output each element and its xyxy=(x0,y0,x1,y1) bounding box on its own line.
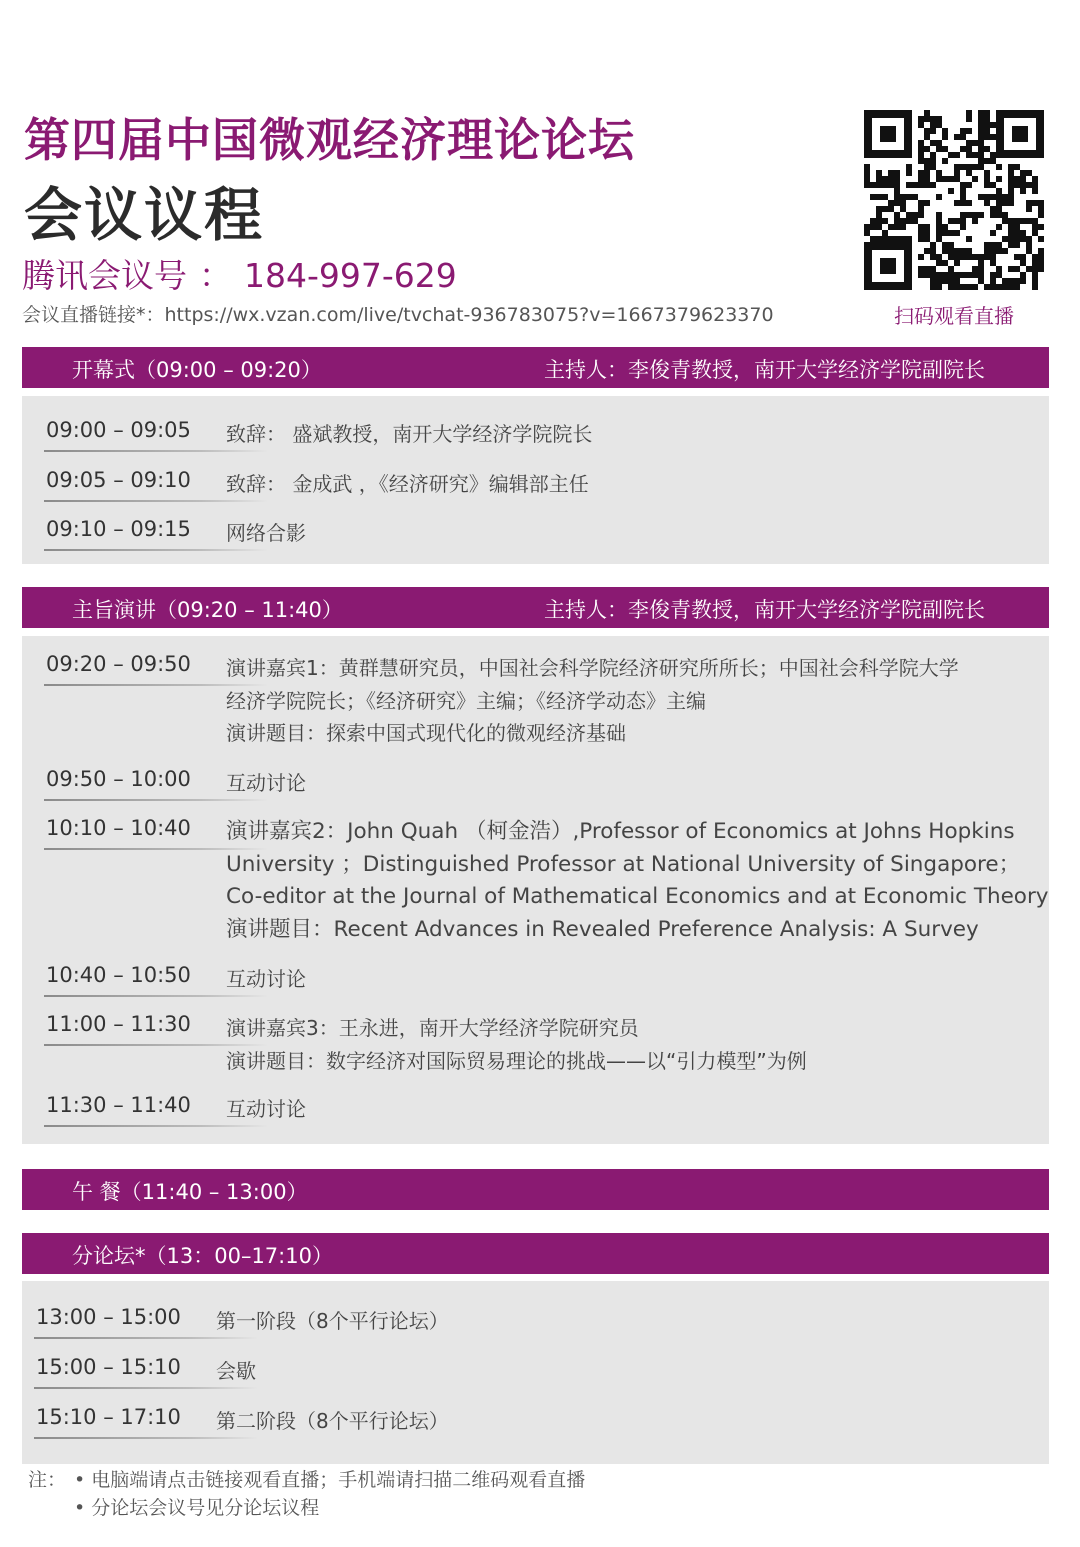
agenda-line: 会歇 xyxy=(216,1359,256,1383)
meeting-label: 腾讯会议号 xyxy=(22,256,187,295)
agenda-line: 第二阶段（8个平行论坛） xyxy=(216,1409,449,1433)
page-title: 第四届中国微观经济理论论坛 xyxy=(24,113,635,167)
agenda-time: 09:10 – 09:15 xyxy=(46,517,191,541)
agenda-line: 经济学院院长；《经济研究》主编；《经济学动态》主编 xyxy=(226,688,706,713)
agenda-line: 致辞： 金成武 ，《经济研究》编辑部主任 xyxy=(226,472,589,496)
agenda-line: 致辞： 盛斌教授，南开大学经济学院院长 xyxy=(226,422,593,446)
agenda-line: 演讲嘉宾2：John Quah （柯金浩）,Professor of Economics at Johns Hopkins xyxy=(226,819,1015,844)
agenda-time: 11:00 – 11:30 xyxy=(46,1012,191,1036)
agenda-time: 09:05 – 09:10 xyxy=(46,468,191,492)
agenda-description xyxy=(226,767,1036,800)
agenda-description xyxy=(216,1405,1026,1438)
agenda-description xyxy=(226,652,1036,750)
qr-code-icon[interactable] xyxy=(864,110,1044,290)
agenda-line: 演讲题目：数字经济对国际贸易理论的挑战——以“引力模型”为例 xyxy=(226,1048,807,1073)
agenda-description xyxy=(226,517,1036,550)
agenda-description xyxy=(226,468,1036,501)
agenda-description xyxy=(216,1355,1026,1388)
section-host: 主持人：李俊青教授，南开大学经济学院副院长 xyxy=(544,598,985,622)
agenda-time: 15:10 – 17:10 xyxy=(36,1405,181,1429)
agenda-description xyxy=(226,816,1049,946)
note-item: • 分论坛会议号见分论坛议程 xyxy=(74,1497,320,1519)
agenda-time: 09:00 – 09:05 xyxy=(46,418,191,442)
section-panel-parallel xyxy=(22,1281,1049,1464)
agenda-line: 网络合影 xyxy=(226,521,306,545)
agenda-line: 互动讨论 xyxy=(226,967,306,991)
section-panel-keynote xyxy=(22,636,1049,1144)
section-bar-lunch xyxy=(22,1169,1049,1210)
page-subtitle: 会议议程 xyxy=(24,181,265,249)
agenda-line: 演讲嘉宾3：王永进，南开大学经济学院研究员 xyxy=(226,1016,639,1040)
meeting-info xyxy=(22,250,457,297)
qr-caption: 扫码观看直播 xyxy=(894,304,1014,328)
section-title: 主旨演讲（09:20 – 11:40） xyxy=(72,598,343,622)
agenda-time: 09:50 – 10:00 xyxy=(46,767,191,791)
notes-label: 注： xyxy=(28,1469,67,1491)
agenda-line: 演讲题目：探索中国式现代化的微观经济基础 xyxy=(226,721,626,745)
meeting-separator: ： xyxy=(199,256,232,295)
agenda-line: 演讲题目：Recent Advances in Revealed Preference Analysis: A Survey xyxy=(226,916,979,942)
agenda-time: 13:00 – 15:00 xyxy=(36,1305,181,1329)
section-title: 分论坛*（13：00–17:10） xyxy=(72,1244,333,1268)
section-title: 开幕式（09:00 – 09:20） xyxy=(72,358,322,382)
agenda-line: 互动讨论 xyxy=(226,1097,306,1121)
meeting-id: 184-997-629 xyxy=(244,256,457,295)
agenda-description xyxy=(216,1305,1026,1338)
agenda-line: Co-editor at the Journal of Mathematical Economics and at Economic Theory xyxy=(226,884,1049,909)
agenda-line: 演讲嘉宾1：黄群慧研究员，中国社会科学院经济研究所所长；中国社会科学院大学 xyxy=(226,656,959,680)
section-host: 主持人：李俊青教授，南开大学经济学院副院长 xyxy=(544,358,985,382)
agenda-line: University ；Distinguished Professor at National University of Singapore； xyxy=(226,851,1021,877)
agenda-line: 互动讨论 xyxy=(226,771,306,795)
agenda-description xyxy=(226,1012,1036,1077)
agenda-description xyxy=(226,418,1036,451)
agenda-time: 09:20 – 09:50 xyxy=(46,652,191,676)
agenda-description xyxy=(226,963,1036,996)
section-bar-keynote xyxy=(22,587,1049,628)
live-link[interactable]: 会议直播链接*：https://wx.vzan.com/live/tvchat-936783075?v=1667379623370 xyxy=(22,304,774,326)
section-bar-opening xyxy=(22,347,1049,388)
agenda-description xyxy=(226,1093,1036,1126)
section-panel-opening xyxy=(22,396,1049,564)
agenda-time: 11:30 – 11:40 xyxy=(46,1093,191,1117)
agenda-time: 10:40 – 10:50 xyxy=(46,963,191,987)
agenda-time: 10:10 – 10:40 xyxy=(46,816,191,840)
notes-list xyxy=(74,1466,585,1522)
agenda-line: 第一阶段（8个平行论坛） xyxy=(216,1309,449,1333)
note-item: • 电脑端请点击链接观看直播；手机端请扫描二维码观看直播 xyxy=(74,1469,586,1491)
agenda-time: 15:00 – 15:10 xyxy=(36,1355,181,1379)
section-bar-parallel xyxy=(22,1233,1049,1274)
section-title: 午 餐（11:40 – 13:00） xyxy=(72,1180,308,1204)
